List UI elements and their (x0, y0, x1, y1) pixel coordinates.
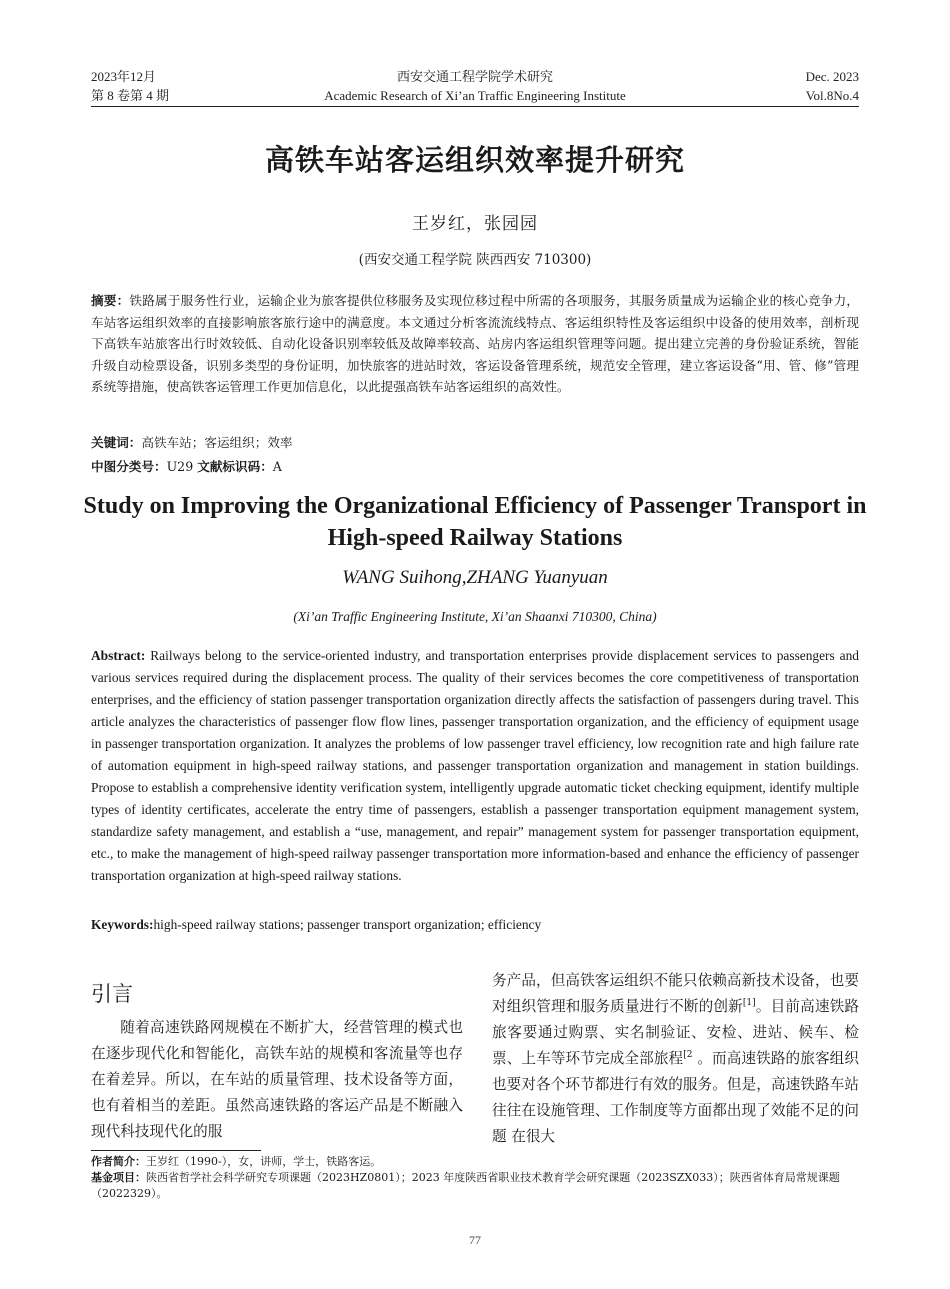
clc-value: U29 (166, 459, 194, 474)
header-date-en: Dec. 2023 (805, 69, 859, 84)
page-number: 77 (469, 1233, 481, 1247)
body-column-left: 随着高速铁路网规模在不断扩大，经营管理的模式也在逐步现代化和智能化，高铁车站的规模和客流量等也存在着差异。所以，在车站的质量管理、技术设备等方面，也有着相当的差距。虽然高速铁路的客运产品是不断融入现代科技现代化的服 (91, 1019, 463, 1140)
authors-cn: 王岁红，张园园 (412, 214, 538, 234)
keywords-en-label: Keywords: (91, 917, 154, 932)
footnote-author-label: 作者简介： (91, 1155, 146, 1168)
keywords-cn-label: 关键词： (91, 435, 142, 450)
keywords-en (91, 914, 859, 936)
doc-code-label: 文献标识码： (197, 459, 273, 474)
abstract-cn-text: 铁路属于服务性行业，运输企业为旅客提供位移服务及实现位移过程中所需的各项服务，其服务质量成为运输企业的核心竞争力，车站客运组织效率的直接影响旅客旅行途中的满意度。本文通过分析客流流线特点、客运组织特性及客运组织中设备的使用效率，剖析现下高铁车站旅客出行时效较低、自动化设备识别率较低及故障率较高、站房内客运组织管理等问题。提出建立完善的身份验证系统，智能升级自动检票设备，识别多类型的身份证明，加快旅客的进站时效，客运设备管理系统，规范安全管理，建立客运设备“用、管、修”管理系统等措施，使高铁客运管理工作更加信息化，以此提强高铁车站客运组织的高效性。 (91, 293, 860, 395)
abstract-en (91, 645, 859, 887)
keywords-cn-text: 高铁车站；客运组织；效率 (141, 435, 293, 450)
footnote-funding (91, 1170, 859, 1202)
body-column-right (492, 968, 859, 1150)
paper-title-en: Study on Improving the Organizational Efficiency of Passenger Transport in High-speed Railway Stations (83, 493, 867, 551)
header-rule (91, 106, 859, 107)
footnote-rule (91, 1150, 261, 1151)
footnote-funding-label: 基金项目： (91, 1171, 146, 1184)
body-right-part1: 务产品，但高铁客运组织不能只依赖高新技术设备，也要对组织管理和服务质量进行不断的创新 (492, 972, 859, 1015)
footnote-funding-text: 陕西省哲学社会科学研究专项课题（2023HZ0801）；2023 年度陕西省职业技术教育学会研究课题（2023SZX033）；陕西省体育局常规课题（2022329）。 (91, 1171, 840, 1200)
abstract-en-text: Railways belong to the service-oriented industry, and transportation enterprises provide displacement services to passengers and various services required during the displacement process. The quality of their services becomes the core competitiveness of transportation enterprises, and the efficiency of station passenger transportation organization directly affects the satisfaction of passengers during travel. This article analyzes the characteristics of passenger flow flow lines, passenger transportation organization, and the efficiency of equipment usage in passenger transportation organization. It analyzes the problems of low passenger travel efficiency, low recognition rate and high failure rate of automation equipment in high-speed railway stations, and passenger transportation organization and management in station buildings. Propose to establish a comprehensive identity verification system, intelligently upgrade automatic ticket checking equipment, identify multiple types of identity certificates, accelerate the entry time of passengers, establish a passenger transportation equipment management system, standardize safety management, and establish a “use, management, and repair” management system for passenger transportation equipment, etc., to make the management of high-speed railway passenger transportation more information-based and enhance the efficiency of passenger transportation organization at high-speed railway stations. (91, 648, 859, 883)
classification-line (91, 457, 859, 477)
body-right-part3: 。而高速铁路的旅客组织也要对各个环节都进行有效的服务。但是，高速铁路车站往往在设施管理、工作制度等方面都出现了效能不足的问题 在很大 (492, 1050, 859, 1145)
abstract-cn (91, 290, 859, 398)
header-journal-en: Academic Research of Xi’an Traffic Engineering Institute (324, 88, 626, 103)
footnote-author-text: 王岁红（1990-），女，讲师，学士，铁路客运。 (146, 1155, 382, 1168)
footnote-author (91, 1154, 859, 1170)
body-right-part2: 。目前高速铁路旅客要通过购票、实名制验证、安检、进站、候车、检票、上车等环节完成全部旅程 (492, 998, 859, 1067)
header-journal-cn: 西安交通工程学院学术研究 (396, 69, 553, 84)
affiliation-cn: (西安交通工程学院 陕西西安 710300) (358, 252, 592, 268)
abstract-en-label: Abstract: (91, 648, 146, 663)
header-issue-cn: 第 8 卷第 4 期 (91, 88, 170, 103)
citation-2: [2 (683, 1050, 693, 1061)
keywords-cn (91, 433, 859, 453)
keywords-en-text: high-speed railway stations; passenger transport organization; efficiency (153, 917, 542, 932)
paper-title-cn: 高铁车站客运组织效率提升研究 (264, 143, 685, 177)
header-issue-en: Vol.8No.4 (805, 88, 859, 103)
doc-code-value: A (272, 459, 282, 474)
affiliation-en: (Xi’an Traffic Engineering Institute, Xi’an Shaanxi 710300, China) (293, 609, 657, 624)
section-heading-introduction: 引言 (91, 982, 133, 1006)
header-date-cn: 2023年12月 (91, 69, 157, 84)
citation-1: [1] (742, 998, 756, 1009)
authors-en: WANG Suihong,ZHANG Yuanyuan (342, 567, 608, 588)
abstract-cn-label: 摘要： (91, 293, 130, 308)
clc-label: 中图分类号： (91, 459, 167, 474)
